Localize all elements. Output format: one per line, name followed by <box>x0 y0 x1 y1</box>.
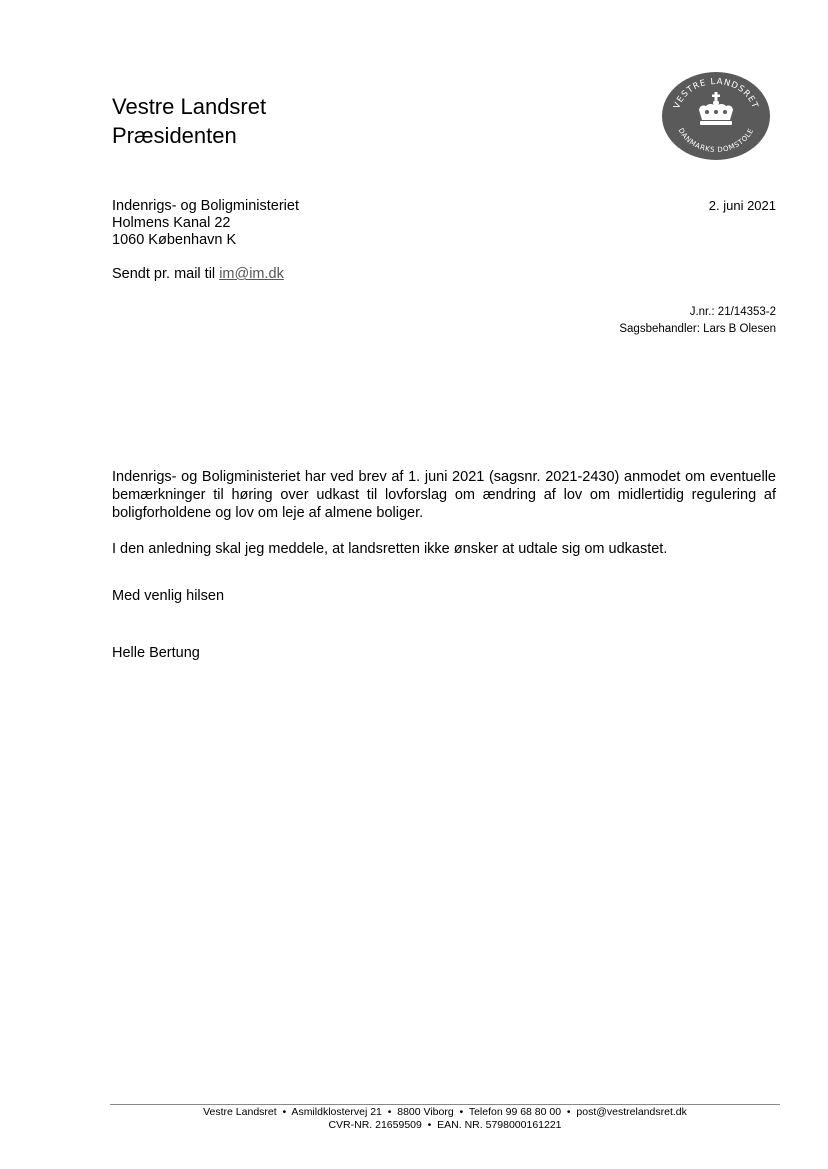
recipient-street: Holmens Kanal 22 <box>112 215 231 231</box>
letter-date: 2. juni 2021 <box>708 198 776 213</box>
court-seal-logo <box>660 70 772 162</box>
sender-title: Præsidenten <box>112 123 237 148</box>
crown-icon <box>660 70 772 162</box>
body-paragraph: Indenrigs- og Boligministeriet har ved brev af 1. juni 2021 (sagsnr. 2021-2430) anmodet om eventuelle bemærkninger til høring over udkast til lovforslag om ændring af lov om midlertidig regulering af boligforholdene og lov om leje af almene boliger. <box>112 469 776 521</box>
body-paragraph: I den anledning skal jeg meddele, at landsretten ikke ønsker at udtale sig om udkastet. <box>112 541 668 557</box>
footer-registration: CVR-NR. 21659509 • EAN. NR. 5798000161221 <box>328 1119 562 1131</box>
sent-by-mail-line <box>112 266 284 282</box>
footer-contact: Vestre Landsret • Asmildklostervej 21 • 8800 Viborg • Telefon 99 68 80 00 • post@vestrelandsret.dk <box>203 1106 687 1118</box>
recipient-address <box>112 198 299 249</box>
svg-text:VESTRE LANDSRET: VESTRE LANDSRET <box>672 76 760 111</box>
recipient-name: Indenrigs- og Boligministeriet <box>112 198 299 214</box>
footer <box>110 1106 780 1132</box>
letterhead-sender <box>112 92 266 150</box>
email-link[interactable]: im@im.dk <box>219 266 284 282</box>
sender-name: Vestre Landsret <box>112 94 267 119</box>
sent-prefix: Sendt pr. mail til <box>112 266 220 282</box>
footer-divider <box>110 1104 780 1105</box>
signoff: Med venlig hilsen <box>112 588 225 604</box>
svg-text:DANMARKS DOMSTOLE: DANMARKS DOMSTOLE <box>676 126 756 155</box>
reference-block <box>619 304 776 338</box>
signer-name: Helle Bertung <box>112 645 200 661</box>
journal-number: J.nr.: 21/14353-2 <box>689 306 776 318</box>
letter-body <box>112 468 776 576</box>
case-officer: Sagsbehandler: Lars B Olesen <box>619 323 776 335</box>
recipient-city: 1060 København K <box>112 232 237 248</box>
